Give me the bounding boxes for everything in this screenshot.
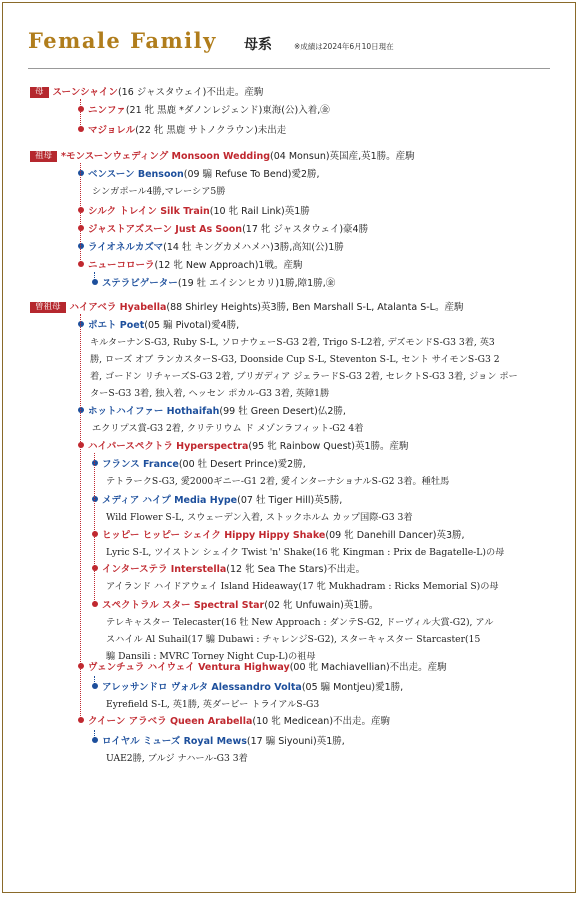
entry-row bbox=[92, 564, 365, 576]
record-detail-line: スハイル Al Suhail(17 騸 Dubawi : チャレンジS-G2), スターキャスター Starcaster(15 bbox=[106, 634, 481, 645]
female-marker-icon bbox=[78, 207, 84, 213]
generation-badge: 曽祖母 bbox=[30, 302, 66, 313]
female-marker-icon bbox=[78, 106, 84, 112]
male-marker-icon bbox=[92, 683, 98, 689]
record-detail-line: Eyrefield S-L, 英1勝, 英ダービー トライアルS-G3 bbox=[106, 699, 320, 710]
record-detail-line: UAE2勝, ブルジ ナハール-G3 3着 bbox=[106, 753, 248, 764]
record-detail-line: テトラークS-G3, 愛2000ギニー-G1 2着, 愛インターナショナルS-G2 3着。種牡馬 bbox=[106, 476, 450, 487]
entry-row bbox=[92, 530, 465, 542]
horse-name: ロイヤル ミューズ Royal Mews bbox=[102, 736, 247, 747]
male-marker-icon bbox=[92, 279, 98, 285]
male-marker-icon bbox=[92, 460, 98, 466]
horse-name: メディア ハイプ Media Hype bbox=[102, 495, 238, 506]
horse-record: (88 Shirley Heights)英3勝, Ben Marshall S-L, Atalanta S-L。産駒 bbox=[166, 302, 464, 313]
horse-record: (02 牝 Unfuwain)英1勝。 bbox=[264, 600, 379, 611]
record-detail-line: アイランド ハイドアウェイ Island Hideaway(17 牝 Mukhadram : Ricks Memorial S)の母 bbox=[106, 581, 499, 592]
entry-row bbox=[78, 662, 447, 674]
entry-row bbox=[92, 736, 345, 748]
horse-record: (00 牝 Machiavellian)不出走。産駒 bbox=[289, 662, 447, 673]
horse-record: (10 牝 Medicean)不出走。産駒 bbox=[252, 716, 391, 727]
female-marker-icon bbox=[92, 565, 98, 571]
entry-row bbox=[78, 406, 346, 418]
entry-row bbox=[78, 716, 390, 728]
connector-line bbox=[94, 676, 95, 688]
record-detail-line: Wild Flower S-L, スウェーデン入着, ストックホルム カップ国際-G3 3着 bbox=[106, 512, 413, 523]
horse-record: (19 牡 エイシンヒカリ)1勝,障1勝,㊎ bbox=[177, 278, 336, 289]
connector-line bbox=[94, 272, 95, 284]
horse-record: (16 ジャスタウェイ)不出走。産駒 bbox=[117, 87, 264, 98]
female-marker-icon bbox=[78, 442, 84, 448]
horse-name: ハイアベラ Hyabella bbox=[69, 302, 167, 313]
horse-name: シルク トレイン Silk Train bbox=[88, 206, 210, 217]
horse-name: ヒッピー ヒッピー シェイク Hippy Hippy Shake bbox=[102, 530, 326, 541]
horse-record: (07 牡 Tiger Hill)英5勝, bbox=[237, 495, 343, 506]
female-marker-icon bbox=[92, 531, 98, 537]
horse-name: マジョレル bbox=[88, 125, 136, 136]
horse-name: ジャストアズスーン Just As Soon bbox=[88, 224, 243, 235]
horse-name: ライオネルカズマ bbox=[88, 242, 164, 253]
male-marker-icon bbox=[78, 170, 84, 176]
record-detail-line: テレキャスター Telecaster(16 牡 New Approach : ダンテS-G2, ドーヴィル大賞-G2), アル bbox=[106, 617, 494, 628]
horse-record: (99 牡 Green Desert)仏2勝, bbox=[219, 406, 346, 417]
horse-name: スペクトラル スター Spectral Star bbox=[102, 600, 265, 611]
horse-record: (21 牝 黒鹿 *ダノンレジェンド)東海(公)入着,㊎ bbox=[125, 105, 330, 116]
connector-line bbox=[80, 163, 81, 266]
entry-row bbox=[92, 682, 403, 694]
entry-row bbox=[78, 320, 239, 332]
horse-record: (17 騸 Siyouni)英1勝, bbox=[246, 736, 345, 747]
horse-record: (12 牝 New Approach)1戦。産駒 bbox=[154, 260, 303, 271]
horse-name: フランス France bbox=[102, 459, 179, 470]
horse-record: (12 牝 Sea The Stars)不出走。 bbox=[226, 564, 366, 575]
horse-name: ベンスーン Bensoon bbox=[88, 169, 184, 180]
horse-name: ステラビゲーター bbox=[102, 278, 178, 289]
record-detail-line: エクリプス賞-G3 2着, クリテリウム ド メゾンラフィット-G2 4着 bbox=[92, 423, 364, 434]
record-detail-line: Lyric S-L, ツイストン シェイク Twist 'n' Shake(16 牝 Kingman : Prix de Bagatelle-L)の母 bbox=[106, 547, 505, 558]
horse-record: (05 騸 Montjeu)愛1勝, bbox=[301, 682, 404, 693]
horse-record: (09 牝 Danehill Dancer)英3勝, bbox=[325, 530, 465, 541]
page-title: Female Family bbox=[28, 28, 217, 53]
record-detail-line: 騸 Dansili : MVRC Torney Night Cup-L)の祖母 bbox=[106, 651, 316, 662]
horse-record: (95 牝 Rainbow Quest)英1勝。産駒 bbox=[248, 441, 409, 452]
horse-name: アレッサンドロ ヴォルタ Alessandro Volta bbox=[102, 682, 302, 693]
female-marker-icon bbox=[78, 126, 84, 132]
entry-row bbox=[30, 87, 263, 99]
female-marker-icon bbox=[78, 225, 84, 231]
entry-row bbox=[78, 441, 409, 453]
record-detail-line: 着, ゴードン リチャーズS-G3 2着, ブリガディア ジェラードS-G3 2着, セレクトS-G3 3着, ジョン ポー bbox=[90, 371, 518, 382]
entry-row bbox=[92, 600, 378, 612]
horse-record: (04 Monsun)英国産,英1勝。産駒 bbox=[270, 151, 415, 162]
horse-record: (22 牝 黒鹿 サトノクラウン)未出走 bbox=[135, 125, 287, 136]
horse-name: クイーン アラベラ Queen Arabella bbox=[88, 716, 253, 727]
connector-line bbox=[94, 730, 95, 742]
female-marker-icon bbox=[78, 717, 84, 723]
horse-record: (09 騸 Refuse To Bend)愛2勝, bbox=[183, 169, 320, 180]
entry-row bbox=[78, 125, 286, 137]
female-marker-icon bbox=[92, 601, 98, 607]
record-detail-line: ターS-G3 3着, 独入着, ヘッセン ポカル-G3 3着, 英障1勝 bbox=[90, 388, 330, 399]
connector-line bbox=[94, 453, 95, 606]
horse-name: ヴェンチュラ ハイウェイ Ventura Highway bbox=[88, 662, 290, 673]
male-marker-icon bbox=[78, 407, 84, 413]
horse-record: (05 騸 Pivotal)愛4勝, bbox=[144, 320, 240, 331]
horse-name: インターステラ Interstella bbox=[102, 564, 227, 575]
entry-row bbox=[92, 495, 342, 507]
male-marker-icon bbox=[78, 321, 84, 327]
generation-badge: 母 bbox=[30, 87, 49, 98]
horse-record: (17 牝 ジャスタウェイ)豪4勝 bbox=[242, 224, 369, 235]
male-marker-icon bbox=[92, 737, 98, 743]
horse-record: (00 牡 Desert Prince)愛2勝, bbox=[178, 459, 306, 470]
horse-name: ニンファ bbox=[88, 105, 126, 116]
male-marker-icon bbox=[78, 243, 84, 249]
entry-row bbox=[78, 242, 344, 254]
horse-name: スーンシャイン bbox=[52, 87, 118, 98]
record-detail-line: シンガポール4勝,マレーシア5勝 bbox=[92, 186, 226, 197]
entry-row bbox=[30, 302, 463, 314]
entry-row bbox=[78, 105, 330, 117]
record-detail-line: 勝, ローズ オブ ランカスターS-G3, Doonside Cup S-L, Steventon S-L, セント サイモンS-G3 2 bbox=[90, 354, 500, 365]
entry-row bbox=[30, 151, 415, 163]
entry-row bbox=[92, 459, 306, 471]
as-of-note: ※成績は2024年6月10日現在 bbox=[294, 42, 394, 51]
horse-name: ハイパースペクトラ Hyperspectra bbox=[88, 441, 249, 452]
entry-row bbox=[92, 278, 335, 290]
connector-line bbox=[80, 314, 81, 722]
horse-record: (14 牡 キングカメハメハ)3勝,高知(公)1勝 bbox=[163, 242, 344, 253]
entry-row bbox=[78, 206, 310, 218]
female-marker-icon bbox=[78, 663, 84, 669]
entry-row bbox=[78, 260, 302, 272]
horse-name: *モンスーンウェディング Monsoon Wedding bbox=[61, 151, 271, 162]
horse-name: ポエト Poet bbox=[88, 320, 145, 331]
entry-row bbox=[78, 224, 368, 236]
generation-badge: 祖母 bbox=[30, 151, 57, 162]
male-marker-icon bbox=[92, 496, 98, 502]
record-detail-line: キルターナンS-G3, Ruby S-L, ソロナウェーS-G3 2着, Trigo S-L2着, デズモンドS-G3 3着, 英3 bbox=[90, 337, 495, 348]
connector-line bbox=[80, 99, 81, 131]
horse-name: ホットハイファー Hothaifah bbox=[88, 406, 220, 417]
page-subtitle: 母系 bbox=[244, 37, 272, 53]
female-marker-icon bbox=[78, 261, 84, 267]
horse-name: ニューコローラ bbox=[88, 260, 155, 271]
entry-row bbox=[78, 169, 320, 181]
horse-record: (10 牝 Rail Link)英1勝 bbox=[209, 206, 310, 217]
